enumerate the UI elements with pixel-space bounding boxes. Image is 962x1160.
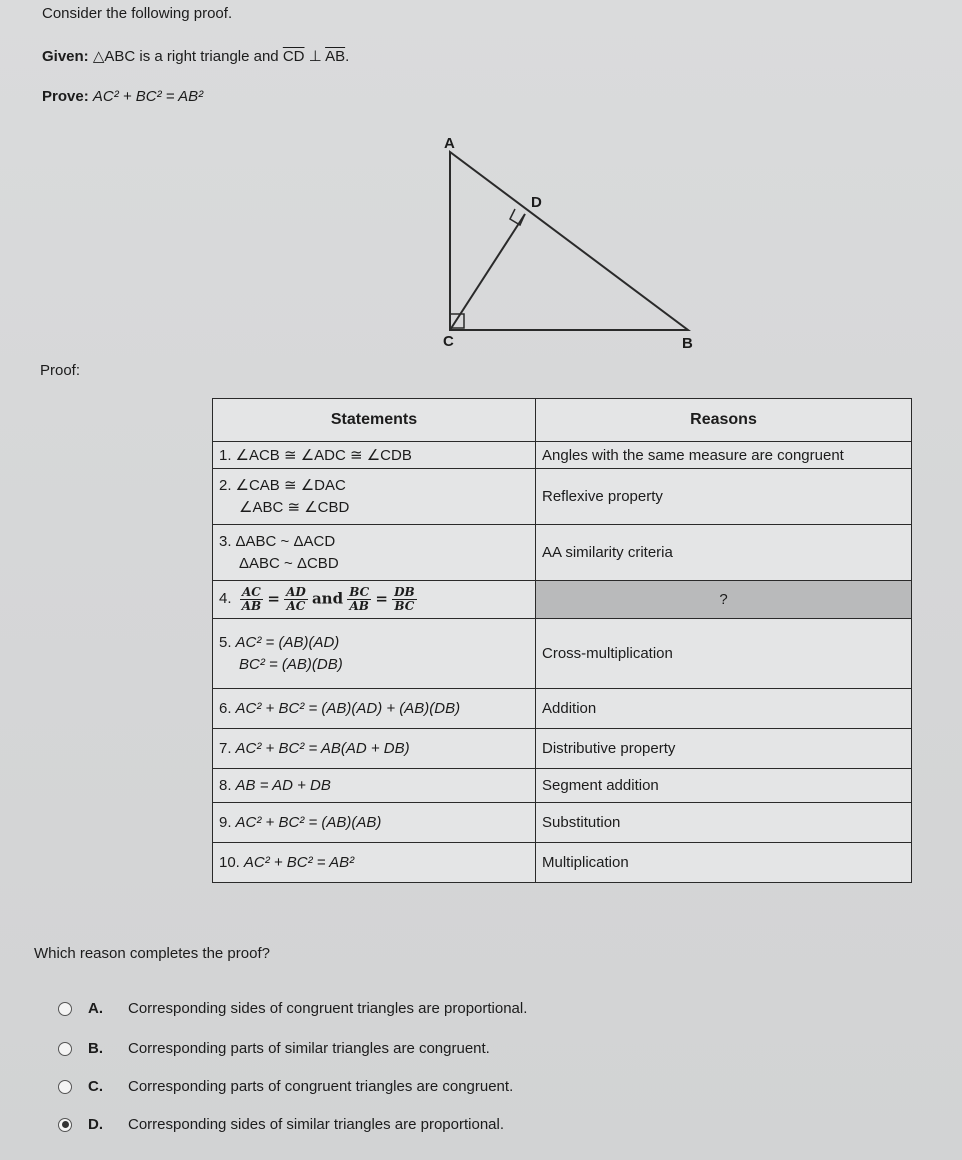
table-row <box>213 619 912 689</box>
triangle-abc <box>450 152 688 330</box>
row-number: 1. <box>219 447 232 464</box>
table-row <box>213 769 912 803</box>
given-text: △ABC is a right triangle and <box>92 48 279 65</box>
option-text: Corresponding sides of congruent triangles are proportional. <box>128 1000 528 1017</box>
option-letter: C. <box>88 1078 103 1095</box>
equals-sign: = <box>375 589 388 608</box>
statement-cell <box>213 581 536 619</box>
row-number: 6. <box>219 700 232 717</box>
question-text: Which reason completes the proof? <box>34 945 270 962</box>
table-row <box>213 843 912 883</box>
statement-text: ∠CAB ≅ ∠DAC <box>235 476 346 494</box>
row-number: 3. <box>219 532 232 550</box>
table-row <box>213 729 912 769</box>
option-a[interactable] <box>58 1000 527 1017</box>
statement-text: AB = AD + DB <box>235 777 331 794</box>
row-number: 9. <box>219 814 232 831</box>
statement-cell <box>213 843 536 883</box>
row-number: 2. <box>219 476 232 494</box>
statement-text: ∠ACB ≅ ∠ADC ≅ ∠CDB <box>235 447 412 464</box>
reason-cell: Reflexive property <box>536 469 912 525</box>
radio-icon[interactable] <box>58 1080 72 1094</box>
label-d: D <box>531 194 542 211</box>
radio-icon[interactable] <box>58 1042 72 1056</box>
reason-cell: Addition <box>536 689 912 729</box>
option-letter: A. <box>88 1000 103 1017</box>
table-row <box>213 581 912 619</box>
reason-cell: Cross-multiplication <box>536 619 912 689</box>
option-text: Corresponding sides of similar triangles are proportional. <box>128 1116 505 1133</box>
row-number: 4. <box>219 590 232 608</box>
label-b: B <box>682 335 693 352</box>
reason-cell: Distributive property <box>536 729 912 769</box>
missing-reason-cell: ? <box>536 581 912 619</box>
statement-cell <box>213 769 536 803</box>
row-number: 7. <box>219 740 232 757</box>
triangle-figure <box>430 130 710 355</box>
table-row <box>213 525 912 581</box>
statement-cell <box>213 729 536 769</box>
row-number: 8. <box>219 777 232 794</box>
reason-cell: Substitution <box>536 803 912 843</box>
option-letter: D. <box>88 1116 103 1133</box>
perp-symbol: ⊥ <box>308 48 322 65</box>
statement-text-2: BC² = (AB)(DB) <box>239 655 343 673</box>
option-text: Corresponding parts of similar triangles are congruent. <box>128 1040 490 1057</box>
radio-icon[interactable] <box>58 1002 72 1016</box>
statement-text: ΔABC ~ ΔACD <box>235 532 336 550</box>
option-d[interactable] <box>58 1116 504 1133</box>
given-label: Given: <box>42 48 89 65</box>
proof-table <box>212 398 912 883</box>
given-line <box>42 47 349 65</box>
prove-statement: AC² + BC² = AB² <box>92 88 204 105</box>
statement-text: AC² + BC² = (AB)(AB) <box>235 814 382 831</box>
fraction-ad-ac: $\frac{AD}{AC}$ <box>286 585 306 613</box>
row-number: 10. <box>219 854 240 871</box>
label-c: C <box>443 333 454 350</box>
fraction-db-bc: $\frac{DB}{BC}$ <box>394 585 415 613</box>
given-period: . <box>345 48 350 65</box>
table-row <box>213 469 912 525</box>
row-number: 5. <box>219 633 232 651</box>
option-letter: B. <box>88 1040 103 1057</box>
table-row <box>213 442 912 469</box>
statement-cell <box>213 442 536 469</box>
reason-cell: Multiplication <box>536 843 912 883</box>
prove-label: Prove: <box>42 88 89 105</box>
segment-cd: $\overline{CD}$ <box>282 48 305 65</box>
statement-text-2: ΔABC ~ ΔCBD <box>239 554 339 572</box>
reason-cell: AA similarity criteria <box>536 525 912 581</box>
fraction-bc-ab: $\frac{BC}{AB}$ <box>349 585 370 613</box>
and-word: and <box>311 589 344 608</box>
label-a: A <box>444 135 455 152</box>
statement-cell <box>213 469 536 525</box>
reasons-header: Reasons <box>536 399 912 442</box>
statement-text: AC² = (AB)(AD) <box>235 633 340 651</box>
option-b[interactable] <box>58 1040 490 1057</box>
segment-ab: $\overline{AB}$ <box>325 48 346 65</box>
proof-label: Proof: <box>40 362 81 379</box>
statement-text: AC² + BC² = AB(AD + DB) <box>235 740 410 757</box>
statement-text: AC² + BC² = (AB)(AD) + (AB)(DB) <box>235 700 461 717</box>
statement-cell <box>213 525 536 581</box>
option-text: Corresponding parts of congruent triangles are congruent. <box>128 1078 514 1095</box>
statements-header: Statements <box>213 399 536 442</box>
prove-line <box>42 88 203 105</box>
statement-text-2: ∠ABC ≅ ∠CBD <box>239 498 350 516</box>
table-header-row <box>213 399 912 442</box>
statement-text: AC² + BC² = AB² <box>243 854 355 871</box>
reason-cell: Segment addition <box>536 769 912 803</box>
table-row <box>213 689 912 729</box>
table-row <box>213 803 912 843</box>
altitude-cd <box>450 214 525 330</box>
radio-selected-icon[interactable] <box>58 1118 72 1132</box>
equals-sign: = <box>267 589 280 608</box>
fraction-ac-ab: $\frac{AC}{AB}$ <box>241 585 262 613</box>
intro-text: Consider the following proof. <box>42 5 233 22</box>
statement-cell <box>213 619 536 689</box>
option-c[interactable] <box>58 1078 513 1095</box>
statement-cell <box>213 689 536 729</box>
statement-cell <box>213 803 536 843</box>
reason-cell: Angles with the same measure are congruent <box>536 442 912 469</box>
